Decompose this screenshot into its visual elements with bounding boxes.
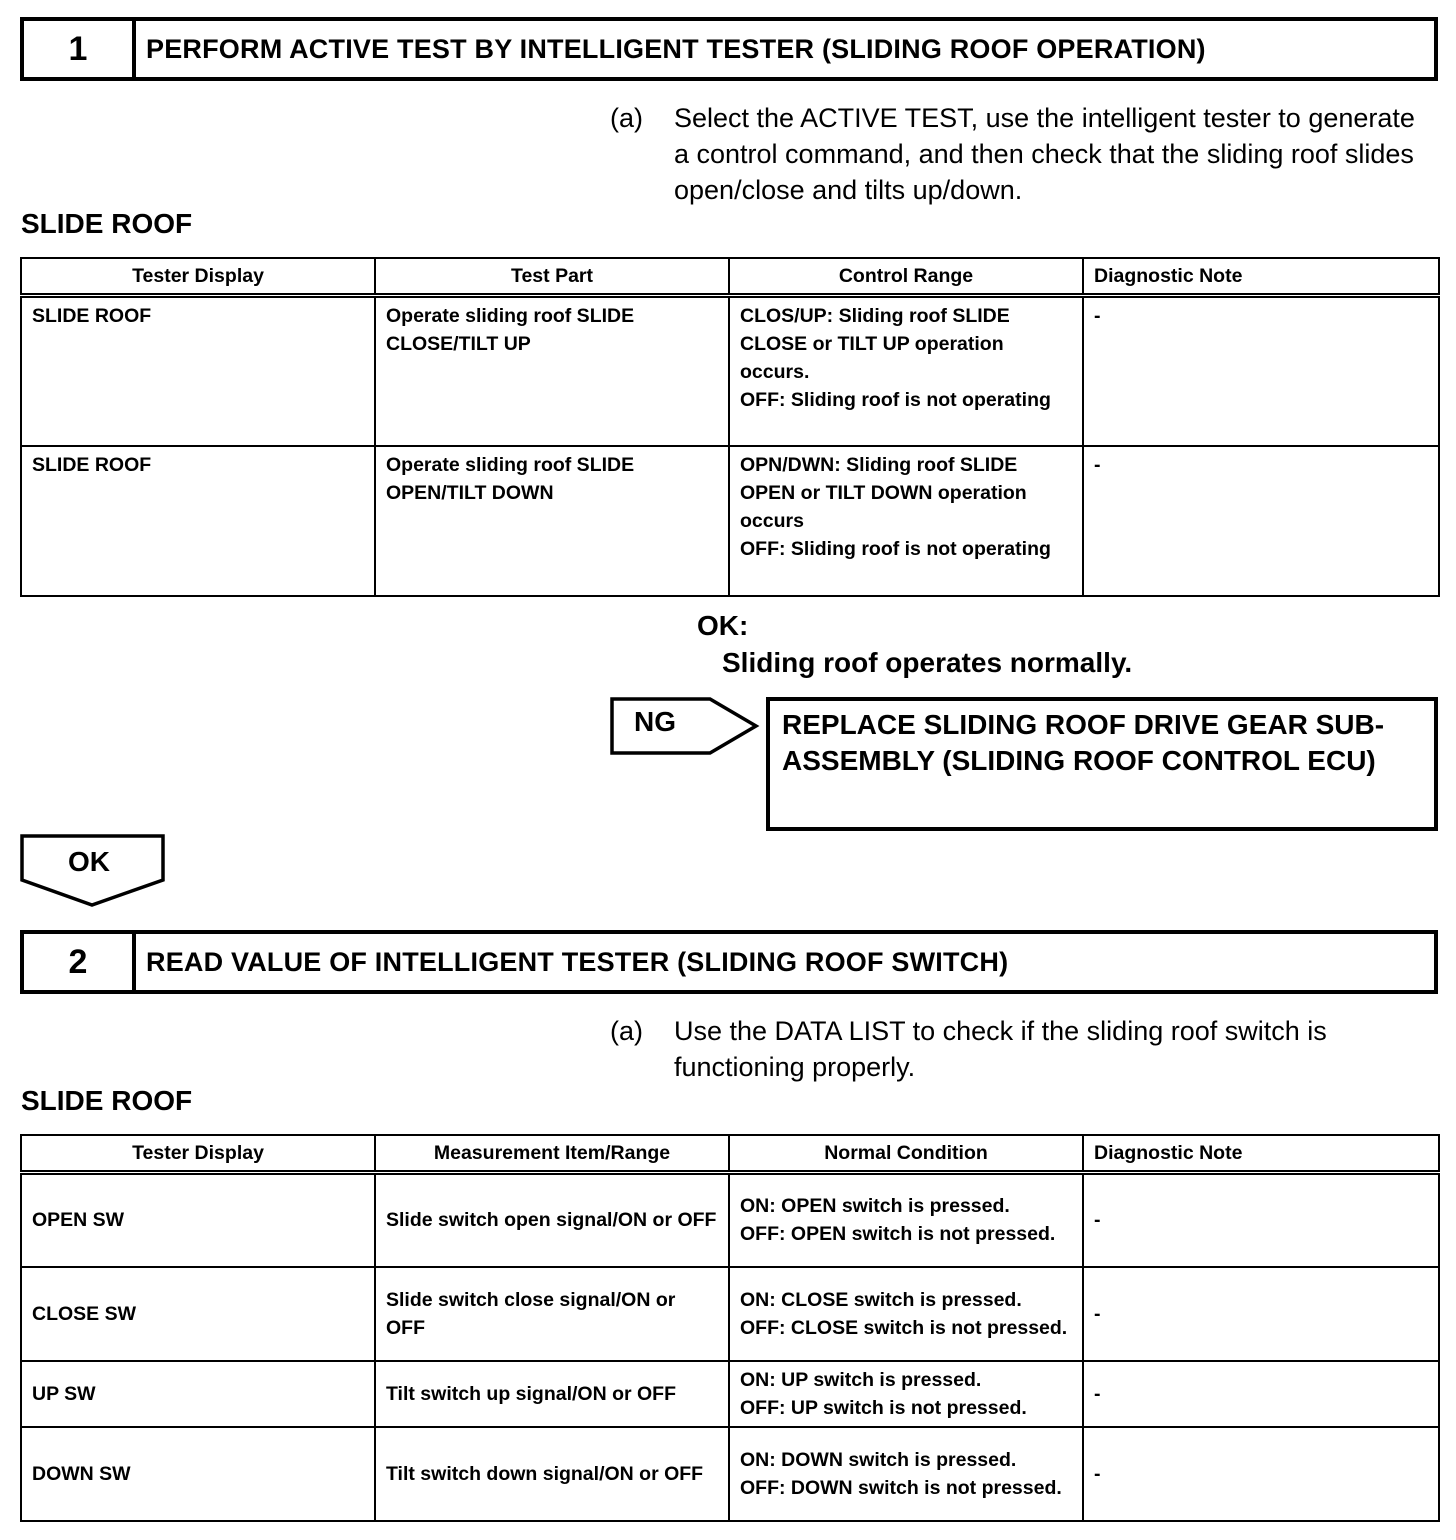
table-row (21, 1361, 1439, 1427)
step-2-header (20, 930, 1438, 994)
cell-control-range (729, 446, 1083, 596)
cell-control-range (729, 296, 1083, 446)
cell-normal-condition (729, 1173, 1083, 1267)
cell-tester-display: UP SW (21, 1361, 375, 1427)
col-header-test-part: Test Part (375, 258, 729, 296)
cell-test-part: Operate sliding roof SLIDE CLOSE/TILT UP (375, 296, 729, 446)
cell-tester-display: DOWN SW (21, 1427, 375, 1521)
step-1-instruction (610, 100, 1430, 208)
data-list-table (20, 1134, 1440, 1522)
cell-diagnostic-note: - (1083, 1267, 1439, 1361)
table-row (21, 446, 1439, 596)
table-header-row (21, 258, 1439, 296)
ng-action-box: REPLACE SLIDING ROOF DRIVE GEAR SUB-ASSEMBLY (SLIDING ROOF CONTROL ECU) (766, 697, 1438, 831)
step-2-number: 2 (24, 934, 136, 990)
step-1-title: PERFORM ACTIVE TEST BY INTELLIGENT TESTER (SLIDING ROOF OPERATION) (146, 33, 1206, 64)
cell-measurement-item: Tilt switch up signal/ON or OFF (375, 1361, 729, 1427)
cell-tester-display: OPEN SW (21, 1173, 375, 1267)
cell-diagnostic-note: - (1083, 1361, 1439, 1427)
col-header-tester-display: Tester Display (21, 1135, 375, 1173)
condition-on: ON: DOWN switch is pressed. (740, 1448, 1017, 1471)
control-range-off: OFF: Sliding roof is not operating (740, 537, 1051, 560)
cell-tester-display: SLIDE ROOF (21, 296, 375, 446)
condition-off: OFF: DOWN switch is not pressed. (740, 1476, 1062, 1499)
ng-label: NG (634, 706, 676, 737)
step-1-instruction-text: Select the ACTIVE TEST, use the intelligent tester to generate a control command, and then check that the sliding roof slides open/close and tilts up/down. (674, 103, 1415, 205)
step-1-number: 1 (24, 21, 136, 77)
condition-on: ON: CLOSE switch is pressed. (740, 1288, 1022, 1311)
cell-normal-condition (729, 1267, 1083, 1361)
cell-tester-display: CLOSE SW (21, 1267, 375, 1361)
table-row (21, 1173, 1439, 1267)
cell-diagnostic-note: - (1083, 1427, 1439, 1521)
ng-arrow-icon (610, 697, 760, 755)
ok-criteria-text: Sliding roof operates normally. (722, 647, 1133, 678)
col-header-measurement-item: Measurement Item/Range (375, 1135, 729, 1173)
cell-normal-condition (729, 1427, 1083, 1521)
step-2-section-label: SLIDE ROOF (21, 1085, 193, 1116)
step-2-title: READ VALUE OF INTELLIGENT TESTER (SLIDING ROOF SWITCH) (146, 946, 1009, 977)
table-header-row (21, 1135, 1439, 1173)
col-header-diagnostic-note: Diagnostic Note (1083, 1135, 1439, 1173)
cell-normal-condition (729, 1361, 1083, 1427)
condition-off: OFF: UP switch is not pressed. (740, 1396, 1027, 1419)
cell-measurement-item: Slide switch close signal/ON or OFF (375, 1267, 729, 1361)
step-2-instruction-text: Use the DATA LIST to check if the sliding roof switch is functioning properly. (674, 1016, 1327, 1082)
active-test-table (20, 257, 1440, 597)
cell-measurement-item: Slide switch open signal/ON or OFF (375, 1173, 729, 1267)
step-1-header (20, 17, 1438, 81)
step-2-instruction-letter: (a) (610, 1016, 643, 1046)
control-range-on: CLOS/UP: Sliding roof SLIDE CLOSE or TILT UP operation occurs. (740, 305, 1010, 383)
table-row (21, 296, 1439, 446)
col-header-control-range: Control Range (729, 258, 1083, 296)
condition-on: ON: UP switch is pressed. (740, 1368, 982, 1391)
cell-diagnostic-note: - (1083, 296, 1439, 446)
control-range-off: OFF: Sliding roof is not operating (740, 389, 1051, 411)
cell-tester-display: SLIDE ROOF (21, 446, 375, 596)
cell-test-part: Operate sliding roof SLIDE OPEN/TILT DOWN (375, 446, 729, 596)
condition-on: ON: OPEN switch is pressed. (740, 1195, 1010, 1218)
col-header-normal-condition: Normal Condition (729, 1135, 1083, 1173)
ok-criteria-label: OK: (697, 610, 749, 641)
ok-arrow-label: OK (68, 846, 110, 877)
condition-off: OFF: OPEN switch is not pressed. (740, 1223, 1056, 1246)
condition-off: OFF: CLOSE switch is not pressed. (740, 1316, 1068, 1339)
step-1-section-label: SLIDE ROOF (21, 208, 193, 239)
control-range-on: OPN/DWN: Sliding roof SLIDE OPEN or TILT DOWN operation occurs (740, 453, 1027, 532)
step-2-instruction (610, 1013, 1430, 1085)
table-row (21, 1267, 1439, 1361)
table-row (21, 1427, 1439, 1521)
cell-diagnostic-note: - (1083, 446, 1439, 596)
cell-measurement-item: Tilt switch down signal/ON or OFF (375, 1427, 729, 1521)
cell-diagnostic-note: - (1083, 1173, 1439, 1267)
step-1-instruction-letter: (a) (610, 103, 643, 133)
col-header-tester-display: Tester Display (21, 258, 375, 296)
col-header-diagnostic-note: Diagnostic Note (1083, 258, 1439, 296)
